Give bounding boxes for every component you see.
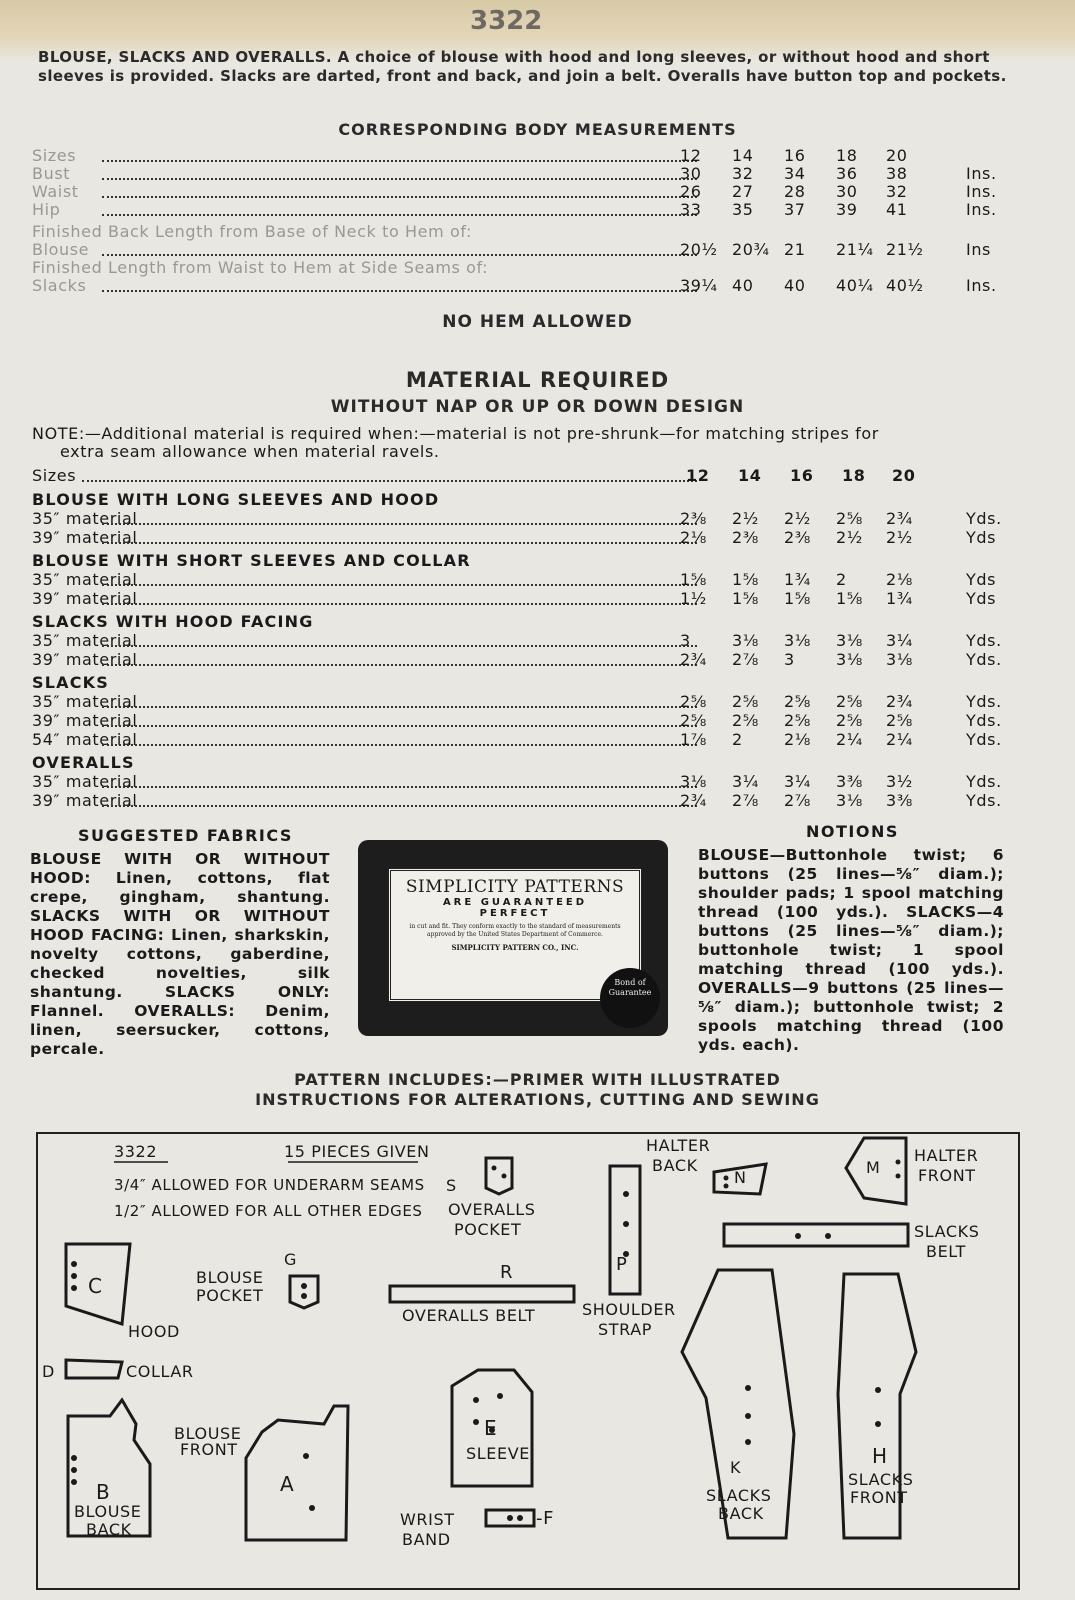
piece-f-mark: [507, 1515, 513, 1521]
row-value: 2¾: [886, 509, 913, 528]
badge-small-text: in cut and fit. They conform exactly to the standard of measurements approved by the United States Department of Commerce.: [409, 923, 621, 938]
notions-title: NOTIONS: [806, 822, 899, 841]
size-heading: 12: [686, 466, 710, 485]
piece-n-mark: [724, 1176, 729, 1181]
piece-b-mark: [71, 1479, 77, 1485]
row-value: 2½: [886, 528, 913, 547]
piece-c-mark: [71, 1261, 77, 1267]
label-blouse-front-2: FRONT: [180, 1440, 238, 1459]
label-g: G: [284, 1250, 297, 1269]
dot-leader: [102, 160, 697, 162]
label-m: M: [866, 1158, 881, 1177]
piece-h-mark: [875, 1421, 881, 1427]
dot-leader: [102, 254, 697, 256]
badge-company: SIMPLICITY PATTERN CO., INC.: [451, 943, 579, 952]
label-overalls-pocket-2: POCKET: [454, 1220, 522, 1239]
row-unit: Ins.: [966, 182, 997, 201]
table-row: [32, 146, 1017, 165]
piece-s-outline: [486, 1158, 512, 1194]
dot-leader: [102, 290, 697, 292]
material-section-title: SLACKS WITH HOOD FACING: [32, 612, 314, 631]
label-wrist-band-2: BAND: [402, 1530, 451, 1549]
material-note-2: extra seam allowance when material ravels.: [60, 442, 440, 461]
material-section-title: OVERALLS: [32, 753, 135, 772]
row-value: 34: [784, 164, 806, 183]
size-heading: 16: [790, 466, 814, 485]
row-value: 2⅝: [784, 692, 811, 711]
row-label: 39″ material: [32, 711, 138, 730]
piece-m-mark: [896, 1160, 901, 1165]
label-blouse-back: BLOUSE: [74, 1502, 142, 1521]
row-value: 3⅛: [836, 631, 863, 650]
row-label: 39″ material: [32, 589, 138, 608]
row-value: 40½: [886, 276, 924, 295]
row-value: 2⅝: [732, 711, 759, 730]
row-value: 12: [680, 146, 702, 165]
row-value: 38: [886, 164, 908, 183]
piece-a-outline: [246, 1406, 348, 1540]
row-label: 39″ material: [32, 791, 138, 810]
side-length-label-row: [32, 258, 1017, 277]
dot-leader: [82, 480, 697, 482]
row-value: 1⅝: [836, 589, 863, 608]
piece-r-outline: [390, 1286, 574, 1302]
row-value: 3⅛: [836, 791, 863, 810]
fabrics-text: BLOUSE WITH OR WITHOUT HOOD: Linen, cottons, flat crepe, gingham, shantung. SLACKS WITH OR WITHOUT HOOD FACING: Linen, sharkskin, novelty cottons, gaberdine, checked novelties, silk shantung. SLACKS ONLY: Flannel. OVERALLS: Denim, linen, seersucker, cottons, percale.: [30, 850, 330, 1058]
piece-a-mark: [303, 1453, 309, 1459]
row-value: 2½: [836, 528, 863, 547]
dot-leader: [102, 523, 697, 525]
piece-g-mark: [301, 1293, 307, 1299]
table-row: [32, 240, 1017, 259]
label-collar: COLLAR: [126, 1362, 194, 1381]
label-r: R: [500, 1262, 514, 1283]
size-heading: 18: [842, 466, 866, 485]
row-value: 2⅜: [732, 528, 759, 547]
dot-leader: [102, 706, 697, 708]
label-halter-back: HALTER: [646, 1136, 711, 1155]
label-slacks-back: SLACKS: [706, 1486, 772, 1505]
table-row: [32, 200, 1017, 219]
row-label: 54″ material: [32, 730, 138, 749]
row-label: Blouse: [32, 240, 90, 259]
label-halter-front: HALTER: [914, 1146, 979, 1165]
label-e: E: [484, 1416, 498, 1440]
includes-line-2: INSTRUCTIONS FOR ALTERATIONS, CUTTING AND SEWING: [255, 1090, 820, 1109]
label-c: C: [88, 1274, 103, 1298]
row-value: 18: [836, 146, 858, 165]
piece-m-mark: [896, 1174, 901, 1179]
piece-e-mark: [473, 1397, 479, 1403]
row-value: 3½: [886, 772, 913, 791]
piece-slacks-belt-mark: [825, 1233, 831, 1239]
row-value: 3⅜: [836, 772, 863, 791]
piece-b-mark: [71, 1455, 77, 1461]
row-value: 1⅝: [784, 589, 811, 608]
row-value: 2⅝: [836, 711, 863, 730]
label-k: K: [730, 1458, 742, 1477]
label-p: P: [616, 1254, 628, 1275]
row-value: 39¼: [680, 276, 718, 295]
row-value: 21: [784, 240, 806, 259]
row-value: 40¼: [836, 276, 874, 295]
diagram-allowance-1: 3/4″ ALLOWED FOR UNDERARM SEAMS: [114, 1176, 425, 1194]
label-blouse-back-2: BACK: [86, 1520, 132, 1539]
table-row: [32, 791, 1017, 810]
label-d: D: [42, 1362, 55, 1381]
row-label: 35″ material: [32, 631, 138, 650]
row-value: 2⅞: [732, 791, 759, 810]
piece-slacks-belt-outline: [724, 1224, 908, 1246]
size-heading: 14: [738, 466, 762, 485]
dot-leader: [102, 645, 697, 647]
table-row: [32, 711, 1017, 730]
label-f: -F: [536, 1508, 555, 1529]
bond-seal: Bond of Guarantee: [600, 968, 660, 1028]
dot-leader: [102, 725, 697, 727]
label-hood: HOOD: [128, 1322, 180, 1341]
badge-line-2: PERFECT: [479, 908, 551, 919]
piece-p-mark: [623, 1221, 629, 1227]
row-value: 2⅝: [836, 692, 863, 711]
row-label: Waist: [32, 182, 79, 201]
row-value: 2⅝: [784, 711, 811, 730]
material-section-title: BLOUSE WITH SHORT SLEEVES AND COLLAR: [32, 551, 471, 570]
row-value: 40: [784, 276, 806, 295]
sizes-label: Sizes: [32, 466, 77, 485]
row-value: 2⅜: [784, 528, 811, 547]
row-value: 37: [784, 200, 806, 219]
back-length-label-row: [32, 222, 1017, 241]
row-value: 3⅛: [732, 631, 759, 650]
label-b: B: [96, 1480, 111, 1504]
badge-line-1: ARE GUARANTEED: [442, 897, 588, 908]
row-value: 20¾: [732, 240, 770, 259]
row-value: 3¼: [784, 772, 811, 791]
sizes-header-row: [32, 466, 1017, 485]
row-value: 3: [784, 650, 795, 669]
row-label: 39″ material: [32, 528, 138, 547]
piece-b-mark: [71, 1467, 77, 1473]
row-value: 20: [886, 146, 908, 165]
body-measurements-title: CORRESPONDING BODY MEASUREMENTS: [338, 120, 737, 139]
label-overalls-belt: OVERALLS BELT: [402, 1306, 536, 1325]
table-row: [32, 182, 1017, 201]
label-shoulder-strap-2: STRAP: [598, 1320, 652, 1339]
material-subtitle: WITHOUT NAP OR UP OR DOWN DESIGN: [330, 397, 745, 417]
row-unit: Ins: [966, 240, 991, 259]
piece-d-outline: [66, 1360, 122, 1378]
row-label: 39″ material: [32, 650, 138, 669]
diagram-allowance-2: 1/2″ ALLOWED FOR ALL OTHER EDGES: [114, 1202, 423, 1220]
label-blouse-pocket: BLOUSE: [196, 1268, 264, 1287]
fabrics-title: SUGGESTED FABRICS: [78, 826, 293, 845]
table-row: [32, 692, 1017, 711]
row-unit: Yds.: [966, 650, 1002, 669]
row-value: 1⅝: [732, 570, 759, 589]
piece-c-mark: [71, 1285, 77, 1291]
diagram-pieces: 15 PIECES GIVEN: [284, 1142, 430, 1161]
dot-leader: [102, 196, 697, 198]
size-heading: 20: [892, 466, 916, 485]
piece-h-mark: [875, 1387, 881, 1393]
back-length-label: Finished Back Length from Base of Neck to Hem of:: [32, 222, 473, 241]
row-value: 1¾: [886, 589, 913, 608]
row-value: 27: [732, 182, 754, 201]
piece-g-mark: [301, 1283, 307, 1289]
row-unit: Ins.: [966, 200, 997, 219]
row-value: 3⅛: [836, 650, 863, 669]
row-unit: Yds.: [966, 509, 1002, 528]
piece-n-mark: [724, 1184, 729, 1189]
row-value: 2⅝: [886, 711, 913, 730]
intro-text: BLOUSE, SLACKS AND OVERALLS. A choice of blouse with hood and long sleeves, or without hood and short sleeves is provided. Slacks are darted, front and back, and join a belt. Overalls have button top and pockets.: [38, 48, 1007, 85]
table-row: [32, 528, 1017, 547]
no-hem-note: NO HEM ALLOWED: [442, 312, 633, 332]
includes-line-1: PATTERN INCLUDES:—PRIMER WITH ILLUSTRATED: [294, 1070, 781, 1089]
row-value: 21½: [886, 240, 924, 259]
label-wrist-band: WRIST: [400, 1510, 455, 1529]
row-value: 21¼: [836, 240, 874, 259]
table-row: [32, 772, 1017, 791]
row-unit: Ins.: [966, 276, 997, 295]
row-value: 14: [732, 146, 754, 165]
label-slacks-back-2: BACK: [718, 1504, 764, 1523]
material-note-1: NOTE:—Additional material is required when:—material is not pre-shrunk—for matching stripes for: [32, 424, 879, 443]
dot-leader: [102, 542, 697, 544]
dot-leader: [102, 178, 697, 180]
row-value: 1½: [680, 589, 707, 608]
row-unit: Yds.: [966, 631, 1002, 650]
label-slacks-front-2: FRONT: [850, 1488, 908, 1507]
row-label: Hip: [32, 200, 61, 219]
piece-e-mark: [497, 1393, 503, 1399]
row-unit: Yds.: [966, 772, 1002, 791]
table-row: [32, 164, 1017, 183]
row-unit: Yds.: [966, 692, 1002, 711]
row-value: 2⅝: [680, 711, 707, 730]
row-value: 3⅛: [680, 772, 707, 791]
row-value: 3¼: [732, 772, 759, 791]
row-value: 30: [680, 164, 702, 183]
row-value: 2: [836, 570, 847, 589]
label-overalls-pocket: OVERALLS: [448, 1200, 536, 1219]
dot-leader: [102, 214, 697, 216]
row-label: 35″ material: [32, 509, 138, 528]
piece-s-mark: [492, 1166, 497, 1171]
label-slacks-belt-2: BELT: [926, 1242, 966, 1261]
row-value: 16: [784, 146, 806, 165]
dot-leader: [102, 584, 697, 586]
notions-text: BLOUSE—Buttonhole twist; 6 buttons (25 lines—⅝″ diam.); shoulder pads; 1 spool matching thread (100 yds.). SLACKS—4 buttons (25 lines—⅝″ diam.); buttonhole twist; 1 spool matching thread (100 yds.). OVERALLS—9 buttons (25 lines—⅝″ diam.); buttonhole twist; 2 spools matching thread (100 yds. each).: [698, 846, 1004, 1054]
label-blouse-front: BLOUSE: [174, 1424, 242, 1443]
table-row: [32, 276, 1017, 295]
row-value: 33: [680, 200, 702, 219]
pattern-number: 3322: [470, 6, 543, 36]
piece-f-mark: [517, 1515, 523, 1521]
label-slacks-front: SLACKS: [848, 1470, 914, 1489]
piece-g-outline: [290, 1276, 318, 1308]
piece-k-mark: [745, 1439, 751, 1445]
piece-k-mark: [745, 1385, 751, 1391]
row-value: 2⅞: [784, 791, 811, 810]
row-unit: Yds: [966, 589, 997, 608]
row-value: 2¾: [886, 692, 913, 711]
row-value: 2⅜: [680, 509, 707, 528]
row-value: 1⅝: [680, 570, 707, 589]
label-blouse-pocket-2: POCKET: [196, 1286, 264, 1305]
row-value: 2⅛: [680, 528, 707, 547]
piece-s-mark: [502, 1174, 507, 1179]
row-value: 2¼: [886, 730, 913, 749]
piece-k-mark: [745, 1413, 751, 1419]
piece-c-mark: [71, 1273, 77, 1279]
row-value: 2⅞: [732, 650, 759, 669]
label-sleeve: SLEEVE: [466, 1444, 530, 1463]
row-value: 1⅝: [732, 589, 759, 608]
row-value: 36: [836, 164, 858, 183]
row-unit: Yds.: [966, 730, 1002, 749]
piece-p-mark: [623, 1191, 629, 1197]
label-halter-back-2: BACK: [652, 1156, 698, 1175]
row-label: Bust: [32, 164, 71, 183]
row-value: 2⅛: [886, 570, 913, 589]
row-value: 28: [784, 182, 806, 201]
label-s: S: [446, 1176, 457, 1195]
row-unit: Yds.: [966, 711, 1002, 730]
row-value: 20½: [680, 240, 718, 259]
row-value: 2¼: [836, 730, 863, 749]
piece-e-mark: [473, 1419, 479, 1425]
material-section-title: SLACKS: [32, 673, 109, 692]
material-section-title: BLOUSE WITH LONG SLEEVES AND HOOD: [32, 490, 440, 509]
table-row: [32, 570, 1017, 589]
label-h: H: [872, 1444, 888, 1468]
label-n: N: [734, 1168, 747, 1187]
table-row: [32, 589, 1017, 608]
row-value: 26: [680, 182, 702, 201]
row-label: 35″ material: [32, 570, 138, 589]
row-value: 39: [836, 200, 858, 219]
row-value: 2⅝: [836, 509, 863, 528]
row-value: 1⅞: [680, 730, 707, 749]
table-row: [32, 631, 1017, 650]
side-length-label: Finished Length from Waist to Hem at Side Seams of:: [32, 258, 489, 277]
dot-leader: [102, 744, 697, 746]
table-row: [32, 509, 1017, 528]
row-value: 2⅝: [680, 692, 707, 711]
row-unit: Yds: [966, 528, 997, 547]
label-halter-front-2: FRONT: [918, 1166, 976, 1185]
row-value: 2½: [784, 509, 811, 528]
row-value: 40: [732, 276, 754, 295]
row-label: Slacks: [32, 276, 87, 295]
row-label: Sizes: [32, 146, 77, 165]
row-label: 35″ material: [32, 772, 138, 791]
row-value: 2⅝: [732, 692, 759, 711]
row-label: 35″ material: [32, 692, 138, 711]
row-value: 41: [886, 200, 908, 219]
row-unit: Yds: [966, 570, 997, 589]
label-slacks-belt: SLACKS: [914, 1222, 980, 1241]
row-value: 2⅛: [784, 730, 811, 749]
row-unit: Ins.: [966, 164, 997, 183]
row-value: 32: [886, 182, 908, 201]
row-unit: Yds.: [966, 791, 1002, 810]
dot-leader: [102, 664, 697, 666]
table-row: [32, 650, 1017, 669]
row-value: 3⅛: [784, 631, 811, 650]
material-title: MATERIAL REQUIRED: [405, 368, 670, 392]
label-shoulder-strap: SHOULDER: [582, 1300, 676, 1319]
row-value: 3⅛: [886, 650, 913, 669]
dot-leader: [102, 805, 697, 807]
row-value: 2: [732, 730, 743, 749]
dot-leader: [102, 786, 697, 788]
diagram-number: 3322: [114, 1142, 158, 1161]
dot-leader: [102, 603, 697, 605]
pattern-pieces-diagram: [36, 1132, 1020, 1590]
row-value: 3¼: [886, 631, 913, 650]
row-value: 1¾: [784, 570, 811, 589]
row-value: 2½: [732, 509, 759, 528]
row-value: 2¾: [680, 791, 707, 810]
label-a: A: [280, 1472, 295, 1496]
piece-a-mark: [309, 1505, 315, 1511]
piece-slacks-belt-mark: [795, 1233, 801, 1239]
row-value: 3⅜: [886, 791, 913, 810]
badge-title: SIMPLICITY PATTERNS: [405, 877, 625, 897]
table-row: [32, 730, 1017, 749]
row-value: 2¾: [680, 650, 707, 669]
row-value: 30: [836, 182, 858, 201]
row-value: 32: [732, 164, 754, 183]
row-value: 35: [732, 200, 754, 219]
row-value: 3: [680, 631, 691, 650]
